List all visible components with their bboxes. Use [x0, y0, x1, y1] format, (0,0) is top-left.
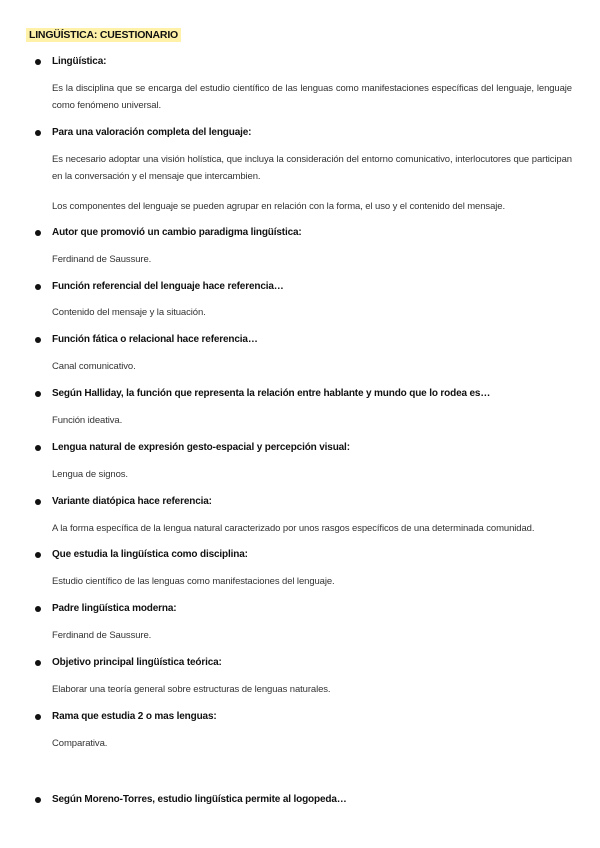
answer-text: Función ideativa. — [52, 415, 123, 426]
bullet-icon — [35, 499, 41, 505]
question-text: Según Moreno-Torres, estudio lingüística permite al logopeda… — [52, 794, 347, 805]
bullet-icon — [35, 130, 41, 136]
question-text: Autor que promovió un cambio paradigma lingüística: — [52, 227, 302, 238]
answer-text: Canal comunicativo. — [52, 361, 136, 372]
question-item — [52, 388, 490, 399]
answer-text: Es la disciplina que se encarga del estudio científico de las lenguas como manifestaciones específicas del lenguaje, lenguaje como fenómeno universal. — [52, 83, 572, 111]
question-text: Objetivo principal lingüística teórica: — [52, 657, 222, 668]
question-item — [52, 711, 217, 722]
answer-text: Contenido del mensaje y la situación. — [52, 307, 206, 318]
question-text: Función referencial del lenguaje hace referencia… — [52, 281, 284, 292]
question-item — [52, 127, 251, 138]
question-text: Padre lingüística moderna: — [52, 603, 177, 614]
question-text: Lingüística: — [52, 56, 107, 67]
question-text: Variante diatópica hace referencia: — [52, 496, 212, 507]
bullet-icon — [35, 660, 41, 666]
answer-text: A la forma específica de la lengua natural caracterizado por unos rasgos específicos de una determinada comunidad. — [52, 523, 535, 534]
bullet-icon — [35, 552, 41, 558]
answer-text: Es necesario adoptar una visión holística, que incluya la consideración del entorno comunicativo, interlocutores que participan en la conversación y el mensaje que intercambien. — [52, 154, 572, 182]
bullet-icon — [35, 445, 41, 451]
question-item — [52, 227, 302, 238]
question-item — [52, 496, 212, 507]
question-item — [52, 794, 347, 805]
question-text: Lengua natural de expresión gesto-espacial y percepción visual: — [52, 442, 350, 453]
question-item — [52, 657, 222, 668]
bullet-icon — [35, 797, 41, 803]
bullet-icon — [35, 59, 41, 65]
question-text: Rama que estudia 2 o mas lenguas: — [52, 711, 217, 722]
bullet-icon — [35, 337, 41, 343]
answer-text: Elaborar una teoría general sobre estructuras de lenguas naturales. — [52, 684, 331, 695]
question-text: Que estudia la lingüística como disciplina: — [52, 549, 248, 560]
question-item — [52, 334, 258, 345]
bullet-icon — [35, 284, 41, 290]
answer-text: Estudio científico de las lenguas como manifestaciones del lenguaje. — [52, 576, 335, 587]
question-item — [52, 603, 176, 614]
bullet-icon — [35, 714, 41, 720]
bullet-icon — [35, 391, 41, 397]
document-title: LINGÜÍSTICA: CUESTIONARIO — [26, 28, 181, 42]
question-item — [52, 442, 350, 453]
question-item — [52, 549, 248, 560]
answer-text: Comparativa. — [52, 738, 108, 749]
answer-text: Ferdinand de Saussure. — [52, 630, 152, 641]
bullet-icon — [35, 606, 41, 612]
answer-text: Los componentes del lenguaje se pueden agrupar en relación con la forma, el uso y el contenido del mensaje. — [52, 201, 505, 212]
question-text: Para una valoración completa del lenguaje: — [52, 127, 252, 138]
question-item — [52, 56, 106, 67]
answer-text: Ferdinand de Saussure. — [52, 254, 152, 265]
answer-text: Lengua de signos. — [52, 469, 128, 480]
question-text: Función fática o relacional hace referencia… — [52, 334, 258, 345]
question-item — [52, 281, 284, 292]
question-text: Según Halliday, la función que representa la relación entre hablante y mundo que lo rodea es… — [52, 388, 491, 399]
bullet-icon — [35, 230, 41, 236]
